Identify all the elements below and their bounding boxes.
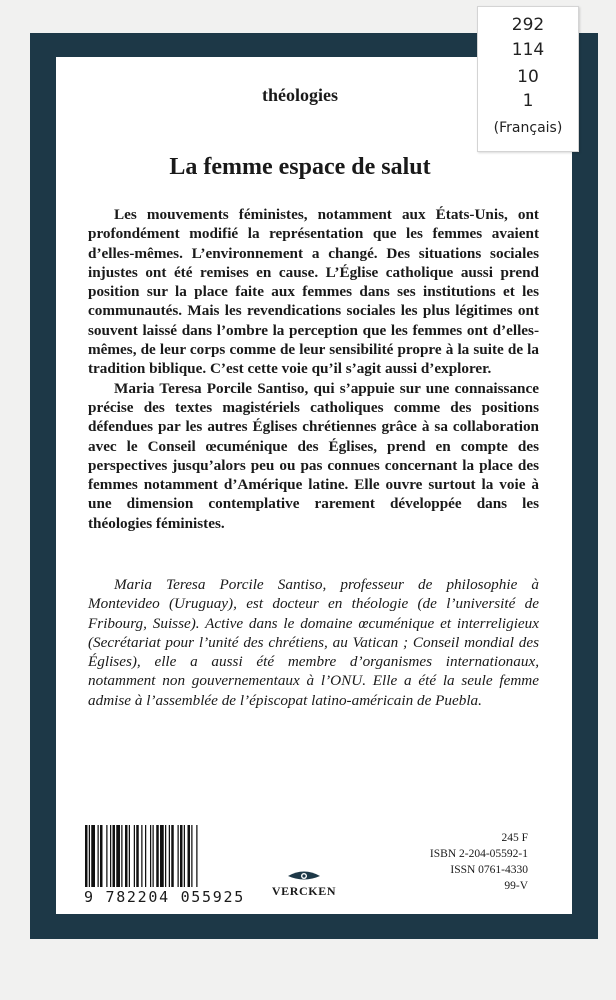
barcode-bar (178, 825, 179, 887)
barcode-bar (171, 825, 174, 887)
series-title: théologies (262, 85, 338, 105)
barcode-bar (129, 825, 130, 887)
label-line: 10 (517, 67, 539, 87)
issn: ISSN 0761-4330 (450, 864, 528, 876)
barcode-bar (188, 825, 191, 887)
barcode-bar (106, 825, 107, 887)
barcode-bar (191, 825, 192, 887)
label-line: 1 (522, 91, 534, 111)
blurb (88, 205, 539, 533)
barcode-bars (84, 825, 270, 887)
barcode-bar (165, 825, 166, 887)
barcode-bar (100, 825, 103, 887)
book-title: La femme espace de salut (169, 154, 431, 180)
author-bio: Maria Teresa Porcile Santiso, professeur de philosophie à Montevideo (Uruguay), est docteur en théologie (de l’université de Fribourg, Suisse). Active dans le domaine œcuménique et interreligieux (Secrétariat pour l’unité des chrétiens, au Vatican ; Conseil mondial des Églises), elle a aussi été membre d’organismes internationaux, notamment non gouvernementaux à l’ONU. Elle a été la seule femme admise à l’assemblée de l’épiscopat latino-américain de Puebla. (88, 576, 539, 709)
label-line: (Français) (493, 120, 563, 136)
barcode-bar (153, 825, 154, 887)
barcode-bar (98, 825, 99, 887)
barcode-bar (184, 825, 185, 887)
barcode-bar (116, 825, 120, 887)
barcode-bar (196, 825, 197, 887)
blurb-paragraph: Maria Teresa Porcile Santiso, qui s’appuie sur une connaissance précise des textes magistériels catholiques comme des positions défendues par les autres Églises chrétiennes grâce à sa collaboration avec le Conseil œcuménique des Églises, prend en compte des perspectives jusqu’alors peu ou pas connues concernant la place des femmes notamment d’Amérique latine. Elle ouvre surtout la voie à une dimension contemplative rarement développée dans les théologies féministes. (88, 379, 539, 532)
barcode-number: 9 782204 055925 (84, 888, 245, 906)
barcode-bar (125, 825, 128, 887)
barcode-bar (145, 825, 146, 887)
barcode-bar (113, 825, 116, 887)
library-label (477, 6, 579, 152)
publisher-logo (261, 870, 347, 899)
barcode-bar (156, 825, 159, 887)
barcode-bar (110, 825, 111, 887)
blurb-paragraph: Les mouvements féministes, notamment aux États-Unis, ont profondément modifié la représentation que les femmes avaient d’elles-mêmes. L’environnement a changé. Des situations sociales injustes ont été remises en cause. L’Église catholique aussi prend position sur la place faite aux femmes dans ses institutions et les communautés. Mais les revendications sociales les plus légitimes ont souvent laissé dans l’ombre la perception que les femmes ont d’elles-mêmes, de leur corps comme de leur sensibilité propre à la suite de la tradition biblique. C’est cette voie qu’il s’agit aussi d’explorer. (88, 206, 539, 378)
price: 245 F (501, 832, 528, 844)
barcode-bar (91, 825, 95, 887)
barcode-bar (180, 825, 183, 887)
barcode-bar (89, 825, 90, 887)
barcode-bar (141, 825, 142, 887)
label-line: 292 (511, 15, 545, 35)
barcode (84, 825, 270, 906)
barcode-bar (160, 825, 164, 887)
eye-icon (287, 870, 321, 882)
back-cover-panel (56, 57, 572, 914)
barcode-bar (85, 825, 88, 887)
barcode-bar (150, 825, 151, 887)
barcode-bar (169, 825, 170, 887)
barcode-bar (121, 825, 122, 887)
barcode-bar (134, 825, 135, 887)
catalog-code: 99-V (504, 880, 528, 892)
barcode-bar (136, 825, 139, 887)
book-codes (430, 830, 528, 894)
publisher-name: VERCKEN (271, 884, 337, 898)
isbn: ISBN 2-204-05592-1 (429, 848, 528, 860)
label-line: 114 (511, 40, 545, 60)
